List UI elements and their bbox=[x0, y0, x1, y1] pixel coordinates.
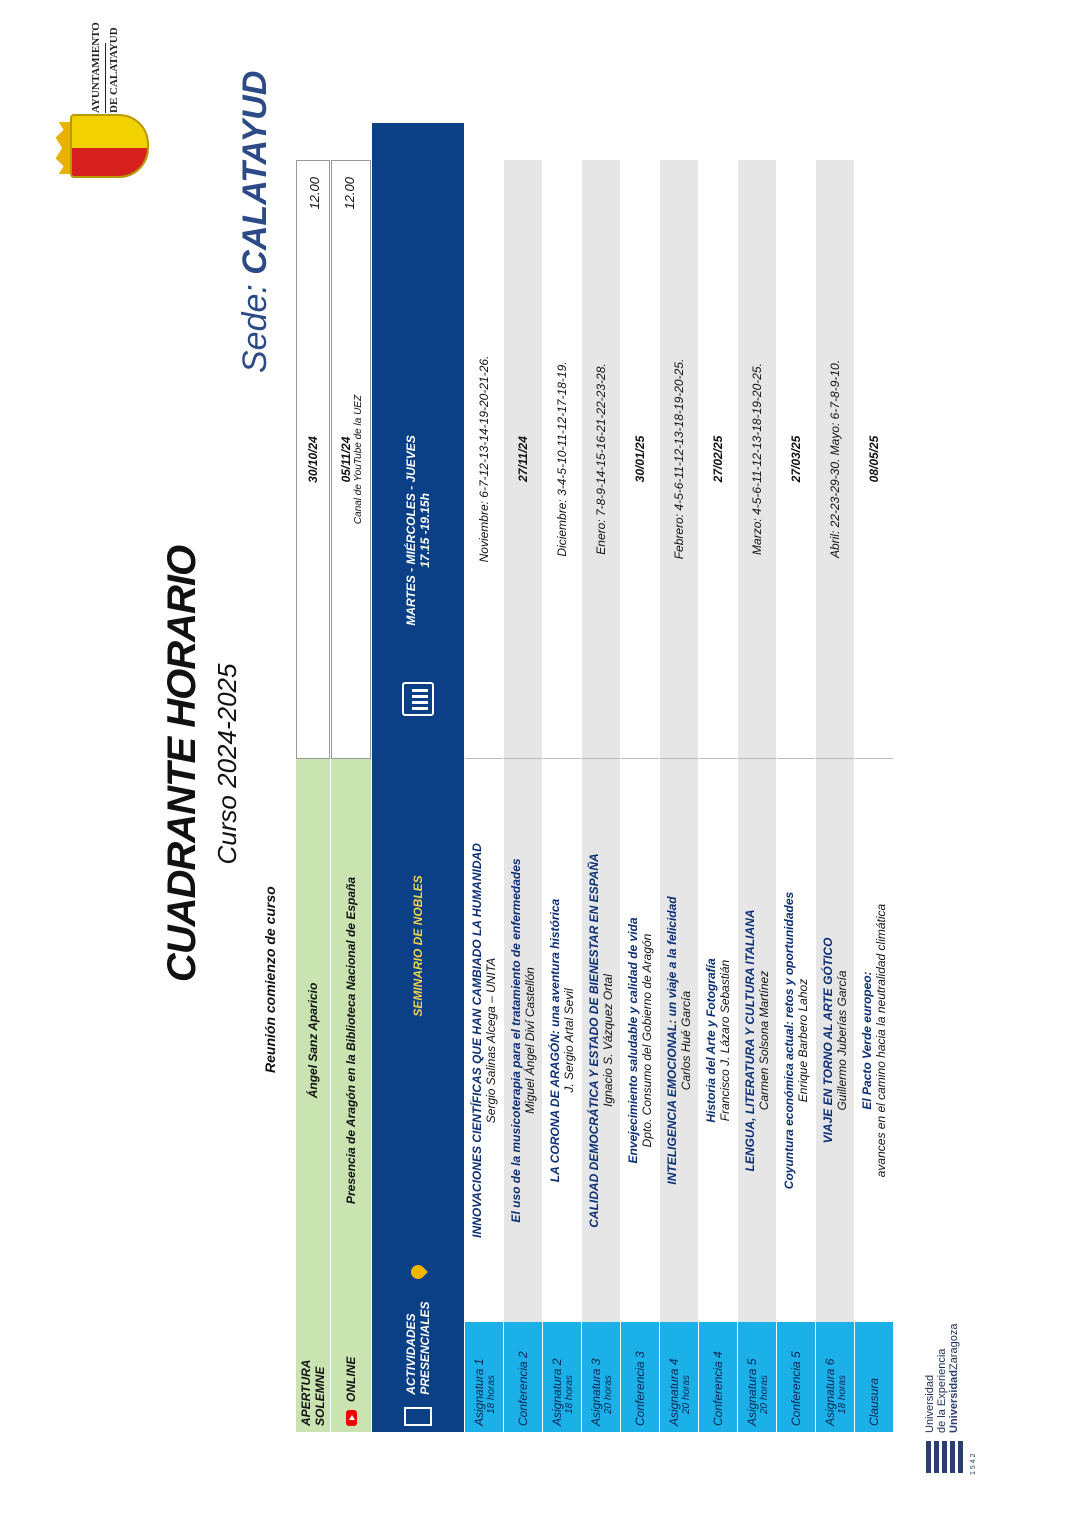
apertura-speaker: Ángel Sanz Aparicio bbox=[296, 759, 330, 1322]
schedule-row bbox=[660, 160, 699, 1432]
header-col3 bbox=[372, 123, 464, 722]
schedule-row bbox=[699, 160, 738, 1432]
activity-cell bbox=[816, 1322, 854, 1432]
course-dates: Diciembre: 3-4-5-10-11-12-17-18-19. bbox=[543, 160, 581, 759]
schedule-row bbox=[621, 160, 660, 1432]
course-cell bbox=[543, 759, 581, 1322]
course-cell bbox=[582, 759, 620, 1322]
cal-line1: AYUNTAMIENTO bbox=[90, 22, 102, 113]
activity-hours: 20 horas bbox=[602, 1375, 614, 1414]
course-cell bbox=[621, 759, 659, 1322]
course-name: Coyuntura económica actual: retos y oportunidades bbox=[782, 891, 796, 1190]
activity-cell bbox=[699, 1322, 737, 1432]
schedule-row bbox=[582, 160, 621, 1432]
activity-label: Clausura bbox=[867, 1377, 881, 1426]
online-note: Canal de YouTube de la UEZ bbox=[352, 394, 364, 525]
online-date: 05/11/24 bbox=[338, 436, 353, 483]
presenter-icon bbox=[404, 1407, 432, 1426]
header-col1-text: ACTIVIDADES PRESENCIALES bbox=[404, 1301, 432, 1395]
sede-prefix: Sede: bbox=[236, 284, 274, 373]
course-cell bbox=[777, 759, 815, 1322]
apertura-time: 12.00 bbox=[307, 177, 322, 210]
course-teacher: J. Sergio Artal Sevil bbox=[562, 988, 576, 1093]
activity-label: Conferencia 5 bbox=[789, 1351, 803, 1426]
course-name: VIAJE EN TORNO AL ARTE GÓTICO bbox=[821, 937, 835, 1144]
activity-hours: 20 horas bbox=[758, 1375, 770, 1414]
schedule-row bbox=[777, 160, 816, 1432]
uz-line1: Universidad bbox=[924, 1374, 936, 1433]
course-dates: Febrero: 4-5-6-11-12-13-18-19-20-25. bbox=[660, 160, 698, 759]
course-teacher: Enrique Barbero Lahoz bbox=[796, 978, 810, 1103]
activity-label: Asignatura 6 bbox=[822, 1358, 837, 1426]
activity-label: Asignatura 2 bbox=[549, 1358, 564, 1426]
schedule-row bbox=[504, 160, 543, 1432]
activity-hours: 20 horas bbox=[680, 1375, 692, 1414]
activity-cell bbox=[543, 1322, 581, 1432]
online-row bbox=[331, 160, 372, 1432]
shield-icon bbox=[70, 114, 149, 178]
activity-cell bbox=[582, 1322, 620, 1432]
schedule-row bbox=[465, 160, 504, 1432]
activity-cell bbox=[855, 1322, 893, 1432]
activity-label: Asignatura 3 bbox=[588, 1358, 603, 1426]
course-teacher: Sergio Salinas Alcega – UNITA bbox=[484, 957, 498, 1124]
activity-hours: 18 horas bbox=[836, 1375, 848, 1414]
online-label: ONLINE bbox=[344, 1356, 358, 1402]
course-teacher: Ignacio S. Vázquez Ortal bbox=[601, 974, 615, 1107]
course-teacher: Francisco J. Lázaro Sebastián bbox=[718, 959, 732, 1122]
page-subtitle: Curso 2024-2025 bbox=[212, 663, 242, 865]
online-time: 12.00 bbox=[342, 177, 357, 210]
course-cell bbox=[699, 759, 737, 1322]
sede-name: CALATAYUD bbox=[236, 70, 274, 275]
course-cell bbox=[855, 759, 893, 1322]
activity-cell bbox=[621, 1322, 659, 1432]
youtube-icon bbox=[346, 1410, 357, 1426]
course-teacher: Dpto. Consumo del Gobierno de Aragón bbox=[640, 933, 654, 1148]
course-dates: Abril: 22-23-29-30. Mayo: 6-7-8-9-10. bbox=[816, 160, 854, 759]
activity-cell bbox=[504, 1322, 542, 1432]
apertura-date-cell bbox=[296, 160, 330, 759]
schedule-row bbox=[855, 160, 894, 1432]
course-name: LA CORONA DE ARAGÓN: una aventura histórica bbox=[548, 898, 562, 1183]
online-date-cell bbox=[331, 160, 371, 759]
course-name: CALIDAD DEMOCRÁTICA Y ESTADO DE BIENESTAR EN ESPAÑA bbox=[587, 853, 601, 1228]
apertura-label: APERTURA SOLEMNE bbox=[296, 1322, 330, 1432]
reunion-label: Reunión comienzo de curso bbox=[262, 886, 278, 1073]
activity-label: Conferencia 3 bbox=[633, 1351, 647, 1426]
calendar-icon bbox=[402, 682, 434, 716]
header-col2 bbox=[372, 722, 464, 1285]
activity-label: Conferencia 2 bbox=[516, 1351, 530, 1426]
schedule-row bbox=[738, 160, 777, 1432]
course-dates: 27/03/25 bbox=[777, 160, 815, 759]
uz-logo bbox=[922, 1323, 992, 1475]
course-dates: Noviembre: 6-7-12-13-14-19-20-21-26. bbox=[465, 160, 503, 759]
course-teacher: Carlos Hué García bbox=[679, 990, 693, 1091]
course-dates: 08/05/25 bbox=[855, 160, 893, 759]
online-title: Presencia de Aragón en la Biblioteca Nacional de España bbox=[331, 759, 371, 1322]
activity-cell bbox=[465, 1322, 503, 1432]
apertura-row bbox=[296, 160, 331, 1432]
header-time: 17.15 -19.15h bbox=[418, 493, 432, 568]
crown-icon bbox=[54, 122, 70, 174]
course-name: El Pacto Verde europeo: bbox=[860, 971, 874, 1110]
course-cell bbox=[504, 759, 542, 1322]
course-name: INTELIGENCIA EMOCIONAL: un viaje a la felicidad bbox=[665, 896, 679, 1185]
course-name: INNOVACIONES CIENTÍFICAS QUE HAN CAMBIADO LA HUMANIDAD bbox=[470, 843, 484, 1238]
activity-hours: 18 horas bbox=[563, 1375, 575, 1414]
header-col1 bbox=[372, 1285, 464, 1432]
schedule-row bbox=[816, 160, 855, 1432]
course-teacher: Guillermo Juberías García bbox=[835, 970, 849, 1111]
uz-emblem-icon bbox=[926, 1441, 966, 1473]
course-cell bbox=[816, 759, 854, 1322]
calatayud-text bbox=[90, 22, 121, 113]
apertura-date: 30/10/24 bbox=[306, 436, 320, 483]
course-dates: 27/02/25 bbox=[699, 160, 737, 759]
activity-cell bbox=[738, 1322, 776, 1432]
uz-line3b: Zaragoza bbox=[948, 1323, 960, 1371]
course-cell bbox=[465, 759, 503, 1322]
course-teacher: Miguel Ángel Diví Castellón bbox=[523, 967, 537, 1114]
activity-cell bbox=[660, 1322, 698, 1432]
uz-line2: de la Experiencia bbox=[936, 1348, 948, 1433]
online-label-cell bbox=[331, 1322, 371, 1432]
activity-label: Asignatura 4 bbox=[666, 1358, 681, 1426]
course-cell bbox=[660, 759, 698, 1322]
page-title: CUADRANTE HORARIO bbox=[160, 545, 204, 983]
uz-year: 1542 bbox=[970, 1451, 977, 1475]
cal-line2: DE CALATAYUD bbox=[108, 27, 120, 113]
schedule-table bbox=[296, 160, 894, 1432]
activity-hours: 18 horas bbox=[485, 1375, 497, 1414]
course-dates: Marzo: 4-5-6-11-12-13-18-19-20-25. bbox=[738, 160, 776, 759]
header-row bbox=[372, 160, 465, 1432]
course-dates: 30/01/25 bbox=[621, 160, 659, 759]
sede-label bbox=[236, 71, 275, 373]
header-col3-text bbox=[404, 435, 432, 625]
uz-text bbox=[924, 1324, 960, 1433]
course-cell bbox=[738, 759, 776, 1322]
location-pin-icon bbox=[408, 1262, 428, 1282]
activity-label: Asignatura 5 bbox=[744, 1358, 759, 1426]
course-teacher: avances en el camino hacia la neutralidad climática bbox=[874, 903, 888, 1178]
schedule-row bbox=[543, 160, 582, 1432]
header-days: MARTES - MIÉRCOLES - JUEVES bbox=[404, 435, 418, 626]
course-name: Envejecimiento saludable y calidad de vida bbox=[626, 917, 640, 1164]
course-name: Historia del Arte y Fotografía bbox=[704, 958, 718, 1123]
course-dates: Enero: 7-8-9-14-15-16-21-22-23-28. bbox=[582, 160, 620, 759]
course-name: El uso de la musicoterapia para el tratamiento de enfermedades bbox=[509, 858, 523, 1223]
uz-line3a: Universidad bbox=[948, 1370, 960, 1433]
uz-line3 bbox=[948, 1324, 960, 1433]
activity-label: Conferencia 4 bbox=[711, 1351, 725, 1426]
course-name: LENGUA, LITERATURA Y CULTURA ITALIANA bbox=[743, 909, 757, 1172]
activity-label: Asignatura 1 bbox=[471, 1358, 486, 1426]
course-dates: 27/11/24 bbox=[504, 160, 542, 759]
activity-cell bbox=[777, 1322, 815, 1432]
course-teacher: Carmen Solsona Martínez bbox=[757, 970, 771, 1111]
header-col2-text: SEMINARIO DE NOBLES bbox=[411, 875, 425, 1017]
